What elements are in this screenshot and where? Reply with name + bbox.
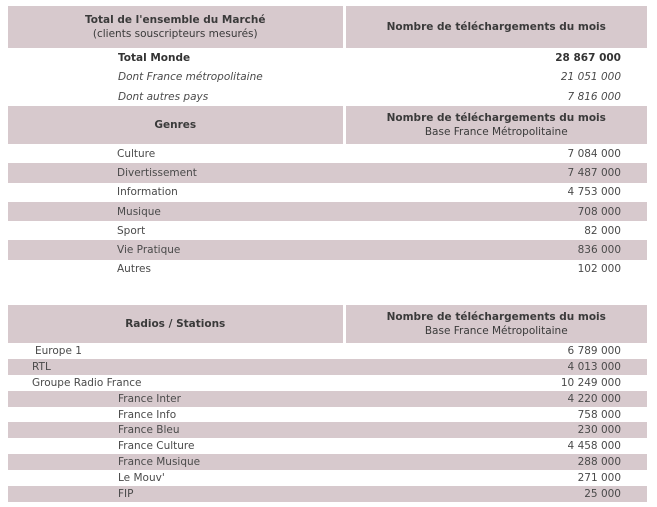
radios-row: [8, 343, 647, 359]
genres-row: [8, 144, 647, 163]
radios-row: [8, 359, 647, 375]
genres-header-right: [344, 106, 647, 144]
genres-row: [8, 260, 647, 279]
genres-row-value: 836 000: [344, 240, 647, 259]
radios-header-title: Nombre de téléchargements du mois: [386, 311, 606, 323]
genres-header-row: [8, 106, 647, 144]
radios-row-label: FIP: [8, 486, 344, 502]
genres-row: [8, 183, 647, 202]
radios-row-label: France Inter: [8, 391, 344, 407]
genres-row-value: 7 084 000: [567, 147, 621, 160]
genres-row-value: 4 753 000: [567, 186, 621, 199]
market-row: [8, 68, 647, 88]
genres-header-title: Nombre de téléchargements du mois: [386, 112, 606, 124]
radios-row: [8, 422, 647, 438]
radios-row-value: 25 000: [344, 486, 647, 502]
radios-table: [8, 305, 647, 502]
radios-row-label: France Culture: [118, 440, 195, 453]
genres-body: [8, 144, 647, 279]
genres-table: [8, 106, 647, 279]
market-header-left: [8, 6, 344, 48]
radios-body: [8, 343, 647, 502]
market-row-value: 7 816 000: [567, 90, 621, 103]
radios-row-label: Le Mouv': [118, 472, 165, 485]
genres-row-value: 708 000: [344, 202, 647, 221]
genres-row-label: Musique: [8, 202, 344, 221]
radios-row-value: 4 458 000: [567, 440, 621, 453]
radios-row: [8, 391, 647, 407]
radios-row: [8, 438, 647, 454]
genres-row-value: 102 000: [577, 263, 621, 276]
genres-row-label: Autres: [117, 263, 151, 276]
market-header-subtitle: (clients souscripteurs mesurés): [92, 28, 258, 40]
market-row-label: Dont France métropolitaine: [118, 71, 263, 84]
radios-row: [8, 470, 647, 486]
genres-row: [8, 202, 647, 221]
radios-row-label: France Bleu: [8, 422, 344, 438]
market-row: [8, 48, 647, 68]
radios-row-value: 288 000: [344, 454, 647, 470]
genres-row: [8, 163, 647, 182]
genres-row: [8, 221, 647, 240]
genres-row-label: Information: [117, 186, 178, 199]
radios-header-row: [8, 305, 647, 343]
genres-row-value: 7 487 000: [344, 163, 647, 182]
genres-row-label: Sport: [117, 224, 146, 237]
radios-row: [8, 454, 647, 470]
market-row: [8, 87, 647, 107]
genres-row-value: 82 000: [584, 224, 621, 237]
genres-header-subtitle: Base France Métropolitaine: [424, 126, 568, 138]
market-header-title: Total de l'ensemble du Marché: [85, 14, 266, 26]
radios-header-subtitle: Base France Métropolitaine: [424, 325, 568, 337]
radios-row-value: 6 789 000: [567, 344, 621, 357]
market-header-right: Nombre de téléchargements du mois: [344, 6, 647, 48]
radios-row-value: 10 249 000: [560, 376, 621, 389]
market-row-value: 28 867 000: [555, 51, 621, 64]
radios-row-label: France Info: [118, 408, 177, 421]
radios-row-label: France Musique: [8, 454, 344, 470]
radios-row-label: Groupe Radio France: [32, 376, 142, 389]
radios-header-right: [344, 305, 647, 343]
radios-row-value: 758 000: [577, 408, 621, 421]
market-row-label: Total Monde: [118, 51, 191, 64]
radios-row: [8, 375, 647, 391]
radios-row-label: Europe 1: [35, 344, 82, 357]
genres-row-label: Culture: [117, 147, 156, 160]
market-body: [8, 48, 647, 107]
market-row-value: 21 051 000: [560, 71, 621, 84]
market-table: [8, 6, 647, 107]
genres-row-label: Divertissement: [8, 163, 344, 182]
genres-row: [8, 240, 647, 259]
radios-row: [8, 486, 647, 502]
genres-row-label: Vie Pratique: [8, 240, 344, 259]
market-header-row: [8, 6, 647, 48]
radios-row-value: 4 220 000: [344, 391, 647, 407]
radios-row-value: 4 013 000: [344, 359, 647, 375]
genres-header-left: Genres: [8, 106, 344, 144]
radios-row-value: 271 000: [577, 472, 621, 485]
radios-row: [8, 407, 647, 423]
radios-header-left: Radios / Stations: [8, 305, 344, 343]
radios-row-label: RTL: [8, 359, 344, 375]
radios-row-value: 230 000: [344, 422, 647, 438]
market-row-label: Dont autres pays: [118, 90, 209, 103]
